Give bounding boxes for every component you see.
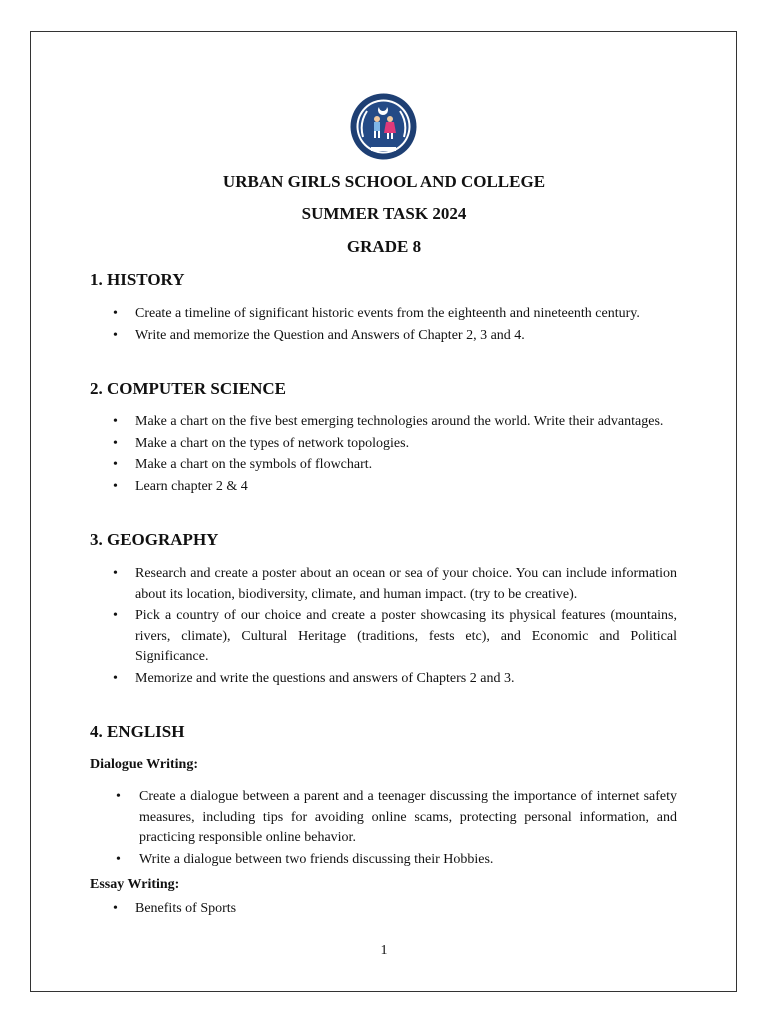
list-item: • Make a chart on the five best emerging technologies around the world. Write their advantages.: [90, 412, 677, 433]
list-item: • Make a chart on the symbols of flowchart.: [90, 455, 677, 476]
list-item: • Research and create a poster about an ocean or sea of your choice. You can include information about its location, biodiversity, climate, and human impact. (try to be creative).: [90, 564, 677, 605]
history-list: [90, 304, 677, 347]
page-number: 1: [380, 943, 388, 958]
section-title-english: 4. ENGLISH: [90, 722, 185, 741]
section-title-history: 1. HISTORY: [90, 270, 185, 289]
section-title-geography: 3. GEOGRAPHY: [90, 530, 219, 549]
computer-science-list: [90, 412, 677, 498]
list-item: • Write and memorize the Question and Answers of Chapter 2, 3 and 4.: [90, 326, 677, 347]
essay-list: [90, 899, 677, 921]
geography-list: [90, 564, 677, 690]
list-item: • Benefits of Sports: [90, 899, 677, 920]
list-item: • Create a dialogue between a parent and a teenager discussing the importance of internet safety measures, including tips for avoiding online scams, protecting personal information, and practicing responsible online behavior.: [90, 787, 677, 849]
grade-title: GRADE 8: [346, 237, 422, 256]
school-name: URBAN GIRLS SCHOOL AND COLLEGE: [222, 172, 546, 191]
list-item: • Create a timeline of significant historic events from the eighteenth and nineteenth century.: [90, 304, 677, 325]
essay-writing-heading: Essay Writing:: [90, 877, 180, 892]
dialogue-list: [90, 787, 677, 871]
school-crest-icon: [349, 93, 418, 160]
list-item: • Write a dialogue between two friends discussing their Hobbies.: [90, 850, 677, 871]
list-item: • Make a chart on the types of network topologies.: [90, 434, 677, 455]
list-item: • Memorize and write the questions and answers of Chapters 2 and 3.: [90, 669, 677, 690]
list-item: • Pick a country of our choice and create a poster showcasing its physical features (mountains, rivers, climate), Cultural Heritage (traditions, fests etc), and Economic and Political Significance.: [90, 606, 677, 668]
section-title-computer-science: 2. COMPUTER SCIENCE: [90, 379, 286, 398]
task-title: SUMMER TASK 2024: [301, 204, 467, 223]
list-item: • Learn chapter 2 & 4: [90, 477, 677, 498]
dialogue-writing-heading: Dialogue Writing:: [90, 757, 198, 772]
